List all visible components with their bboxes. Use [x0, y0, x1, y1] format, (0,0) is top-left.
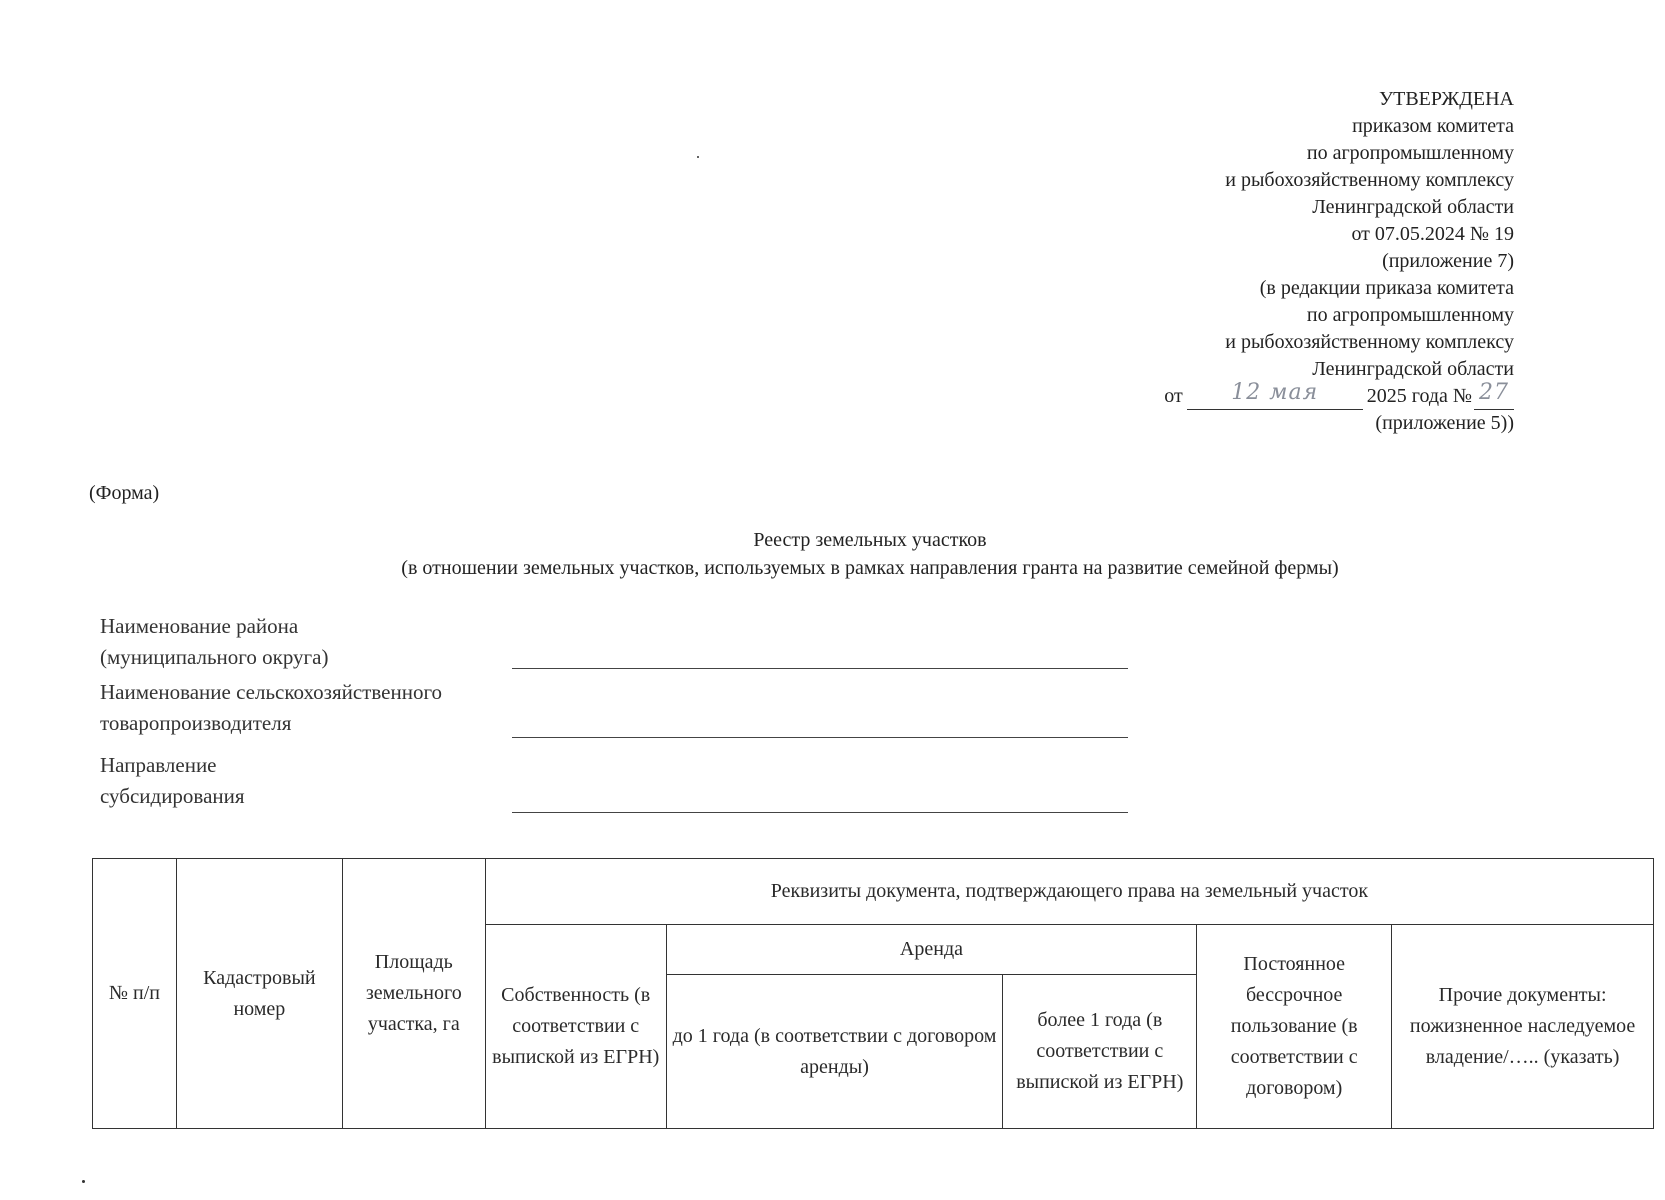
header-area: Площадь земельного участка, га — [342, 859, 485, 1129]
handwritten-date: 12 мая — [1231, 380, 1319, 405]
approval-line: УТВЕРЖДЕНА — [1378, 88, 1514, 110]
handwritten-number: 27 — [1479, 380, 1509, 405]
subsidy-direction-field[interactable] — [512, 812, 1128, 813]
approval-line: и рыбохозяйственному комплексу — [1225, 169, 1514, 191]
registry-title — [180, 526, 1560, 582]
approval-last-line: (приложение 5)) — [1375, 412, 1514, 434]
approval-line: от 07.05.2024 № 19 — [1351, 223, 1514, 245]
header-number: № п/п — [93, 859, 177, 1129]
approval-line: приказом комитета — [1352, 115, 1514, 137]
year-text: 2025 года № — [1366, 385, 1472, 407]
approval-line: (в редакции приказа комитета — [1259, 277, 1514, 299]
header-lease: Аренда — [666, 925, 1197, 975]
date-blank — [1187, 380, 1363, 410]
approval-line: Ленинградской области — [1312, 358, 1514, 380]
district-name-field[interactable] — [512, 668, 1128, 669]
header-rights-documents: Реквизиты документа, подтверждающего права на земельный участок — [485, 859, 1653, 925]
date-prefix: от — [1164, 385, 1183, 407]
header-permanent-use: Постоянное бессрочное пользование (в соответствии с договором) — [1197, 925, 1392, 1129]
scan-speck — [697, 156, 699, 158]
header-lease-short-term: до 1 года (в соответствии с договором аренды) — [666, 975, 1003, 1129]
number-blank — [1474, 380, 1514, 410]
title-line-1: Реестр земельных участков — [753, 529, 987, 551]
form-note: (Форма) — [89, 482, 160, 504]
header-ownership: Собственность (в соответствии с выпиской из ЕГРН) — [485, 925, 666, 1129]
approval-line: по агропромышленному — [1306, 142, 1514, 164]
producer-name-label: Наименование сельскохозяйственного товаропроизводителя — [100, 680, 443, 735]
scan-speck — [82, 1180, 85, 1183]
title-line-2: (в отношении земельных участков, используемых в рамках направления гранта на развитие семейной фермы) — [401, 557, 1339, 579]
registry-table — [92, 858, 1654, 1129]
approval-line: по агропромышленному — [1306, 304, 1514, 326]
approval-block — [1164, 86, 1514, 437]
header-cadastral-number: Кадастровый номер — [176, 859, 342, 1129]
approval-line: и рыбохозяйственному комплексу — [1225, 331, 1514, 353]
amendment-date-line — [1164, 380, 1514, 410]
district-name-label: Наименование района (муниципального округа) — [100, 614, 329, 669]
approval-line: Ленинградской области — [1312, 196, 1514, 218]
approval-line: (приложение 7) — [1382, 250, 1514, 272]
producer-name-field[interactable] — [512, 737, 1128, 738]
subsidy-direction-label: Направление субсидирования — [100, 753, 245, 808]
header-lease-long-term: более 1 года (в соответствии с выпиской из ЕГРН) — [1003, 975, 1197, 1129]
header-other-documents: Прочие документы: пожизненное наследуемое владение/….. (указать) — [1392, 925, 1654, 1129]
